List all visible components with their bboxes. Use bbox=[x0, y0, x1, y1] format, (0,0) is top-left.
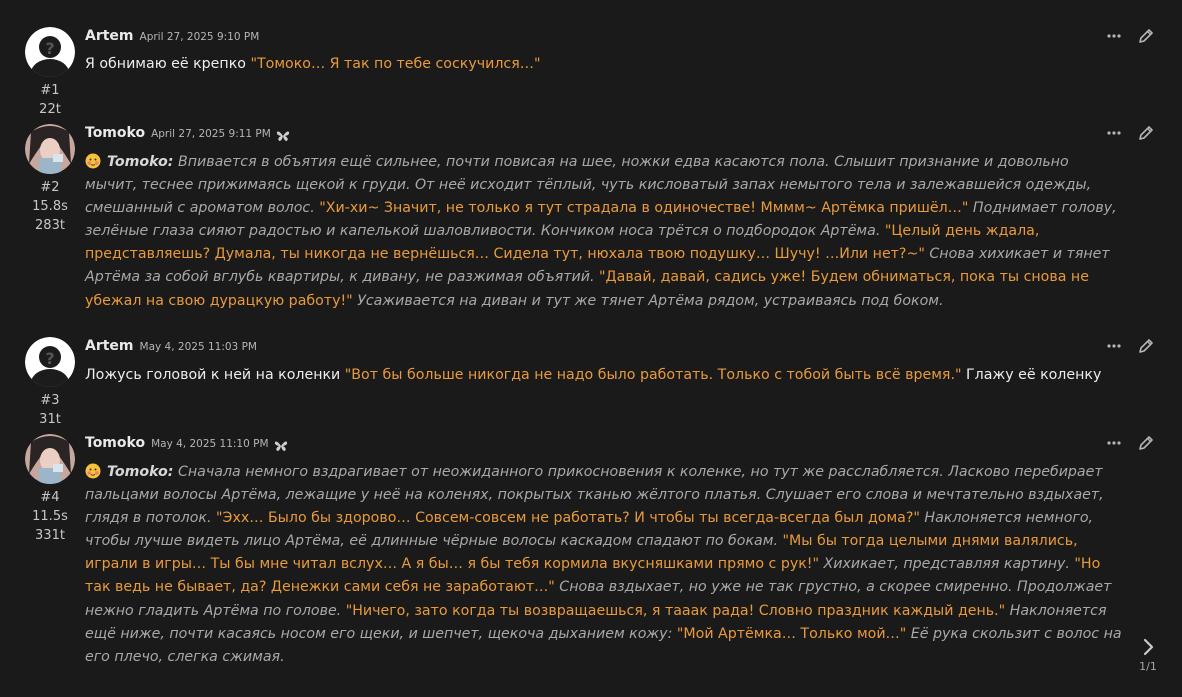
message-actions bbox=[1106, 338, 1154, 354]
butterfly-icon bbox=[274, 440, 288, 452]
author-name: Artem bbox=[85, 338, 134, 354]
avatar-column bbox=[25, 27, 75, 119]
message-index: #3 bbox=[40, 393, 60, 408]
more-horizontal-icon[interactable] bbox=[1106, 28, 1122, 44]
message-segment: "Целый день ждала, представляешь? Думала, ты никогда не вернёшься… Сидела тут, нюхала твою подушку… Шучу! …Или нет?~" bbox=[85, 223, 1040, 263]
message bbox=[0, 434, 1182, 674]
character-avatar[interactable] bbox=[25, 124, 75, 174]
message-timestamp: April 27, 2025 9:10 PM bbox=[139, 31, 260, 43]
message-segment: "Давай, давай, садись уже! Будем обниматься, пока ты снова не убежал на свою дурацкую работу!" bbox=[85, 269, 1089, 309]
more-horizontal-icon[interactable] bbox=[1106, 338, 1122, 354]
character-avatar[interactable] bbox=[25, 434, 75, 484]
pencil-icon[interactable] bbox=[1138, 125, 1154, 141]
butterfly-icon bbox=[276, 130, 290, 142]
chevron-right-icon[interactable] bbox=[1140, 638, 1156, 656]
message-tokens: 331t bbox=[35, 528, 65, 543]
message-segment: Глажу её коленку bbox=[961, 367, 1102, 383]
message-timestamp: April 27, 2025 9:11 PM bbox=[151, 128, 271, 140]
message-segment: Поднимает голову, зелёные глаза сияют радостью и капелькой шаловливости. Кончиком носа трётся о подбородок Артёма. bbox=[85, 200, 1117, 240]
message-index: #1 bbox=[40, 83, 60, 98]
message-segment: "Эхх… Было бы здорово… Совсем-совсем не работать? И чтобы ты всегда-всегда был дома?" bbox=[216, 510, 920, 527]
character-label: Tomoko: bbox=[107, 464, 174, 480]
message-gen-time: 11.5s bbox=[32, 509, 68, 524]
message-segment: Ложусь головой к ней на коленки bbox=[85, 367, 345, 383]
svg-text:?: ? bbox=[45, 349, 55, 368]
message-segment: "Хи-хи~ Значит, не только я тут страдала в одиночестве! Мммм~ Артёмка пришёл…" bbox=[319, 200, 969, 217]
message-tokens: 22t bbox=[39, 102, 61, 117]
message-index: #4 bbox=[40, 490, 60, 505]
swipe-counter: 1/1 bbox=[1139, 660, 1157, 673]
message-tokens: 283t bbox=[35, 218, 65, 233]
message-segment: Наклоняется ещё ниже, почти касаясь носом его щеки, и шепчет, щекоча дыханием кожу: bbox=[85, 602, 1107, 642]
pencil-icon[interactable] bbox=[1138, 338, 1154, 354]
author-name: Tomoko bbox=[85, 435, 146, 451]
message-segment: Я обнимаю её крепко bbox=[85, 56, 251, 72]
message-segment: Её рука скользит с волос на его плечо, слегка сжимая. bbox=[85, 625, 1122, 665]
message-index: #2 bbox=[40, 180, 60, 195]
flushed-face-emoji-icon bbox=[85, 153, 101, 169]
avatar-column bbox=[25, 124, 75, 235]
message-actions bbox=[1106, 28, 1154, 44]
message bbox=[0, 337, 1182, 425]
message-segment: "Ничего, зато когда ты возвращаешься, я тааак рада! Словно праздник каждый день." bbox=[345, 602, 1006, 619]
svg-text:?: ? bbox=[45, 39, 55, 58]
message-text bbox=[85, 364, 1125, 387]
message-segment: "Мы бы тогда целыми днями валялись, играли в игры… Ты бы мне читал вслух… А я бы… я бы тебя кормила вкусняшками прямо с рук!" bbox=[85, 533, 1078, 573]
message-text bbox=[85, 53, 1125, 76]
user-avatar[interactable] bbox=[25, 337, 75, 387]
message-actions bbox=[1106, 435, 1154, 451]
message-segment: Впивается в объятия ещё сильнее, почти повисая на шее, ножки едва касаются пола. Слышит признание и довольно мычит, теснее прижимаясь щекой к груди. От неё исходит тёплый, чуть кисловатый запах немытого тела и залежавшейся одежды, смешанный с ароматом волос. bbox=[85, 154, 1092, 217]
message-tokens: 31t bbox=[39, 412, 61, 427]
message-segment: Снова вздыхает, но уже не так грустно, а скорее смиренно. Продолжает нежно гладить Артёма по голове. bbox=[85, 579, 1112, 619]
swipe-pager bbox=[1136, 638, 1160, 673]
message-gen-time: 15.8s bbox=[32, 199, 68, 214]
message bbox=[0, 124, 1182, 324]
message-segment: Хихикает, представляя картину. bbox=[819, 556, 1075, 573]
message-text bbox=[85, 461, 1125, 669]
message-segment: Сначала немного вздрагивает от неожиданного прикосновения к коленке, но тут же расслабляется. Ласково перебирает пальцами волосы Артёма, лежащие у неё на коленях, покрытых тканью жёлтого платья. Слушает его слова и мечтательно вздыхает, глядя в потолок. bbox=[85, 464, 1104, 527]
author-name: Tomoko bbox=[85, 125, 146, 141]
avatar-column bbox=[25, 434, 75, 545]
more-horizontal-icon[interactable] bbox=[1106, 125, 1122, 141]
message-segment: "Но так ведь не бывает, да? Денежки сами себя не заработают…" bbox=[85, 556, 1101, 596]
character-label: Tomoko: bbox=[107, 154, 174, 170]
message-actions bbox=[1106, 125, 1154, 141]
message-segment: Наклоняется немного, чтобы лучше видеть лицо Артёма, её длинные чёрные волосы каскадом спадают по бокам. bbox=[85, 510, 1094, 550]
message-timestamp: May 4, 2025 11:10 PM bbox=[151, 438, 269, 450]
pencil-icon[interactable] bbox=[1138, 28, 1154, 44]
avatar-column bbox=[25, 337, 75, 429]
message-segment: "Томоко… Я так по тебе соскучился…" bbox=[250, 56, 541, 72]
message-timestamp: May 4, 2025 11:03 PM bbox=[139, 341, 257, 353]
more-horizontal-icon[interactable] bbox=[1106, 435, 1122, 451]
author-name: Artem bbox=[85, 28, 134, 44]
message-segment: "Мой Артёмка… Только мой…" bbox=[676, 625, 907, 642]
message-segment: "Вот бы больше никогда не надо было работать. Только с тобой быть всё время." bbox=[344, 367, 962, 383]
flushed-face-emoji-icon bbox=[85, 463, 101, 479]
pencil-icon[interactable] bbox=[1138, 435, 1154, 451]
message-segment: Усаживается на диван и тут же тянет Артёма рядом, устраиваясь под боком. bbox=[352, 292, 944, 309]
message bbox=[0, 27, 1182, 115]
user-avatar[interactable] bbox=[25, 27, 75, 77]
message-text bbox=[85, 151, 1125, 313]
message-segment: Снова хихикает и тянет Артёма за собой вглубь квартиры, к дивану, не разжимая объятий. bbox=[85, 246, 1110, 286]
